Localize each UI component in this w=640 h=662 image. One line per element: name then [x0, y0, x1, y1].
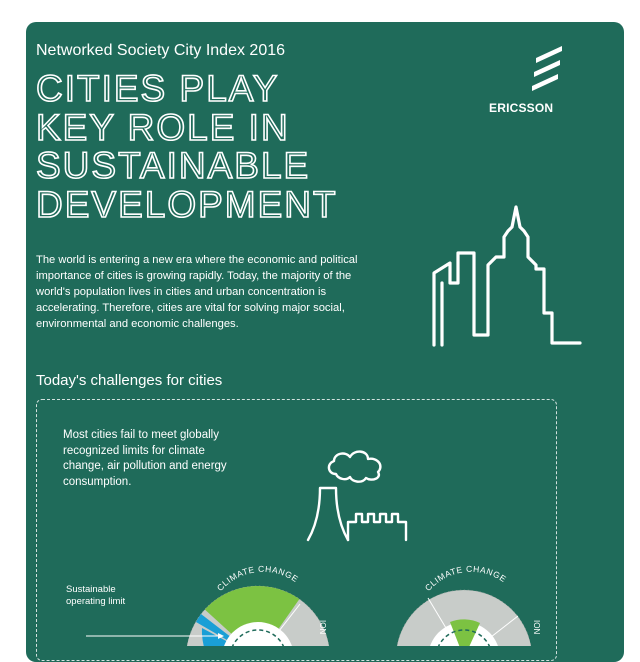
city-skyline-icon: [430, 205, 590, 350]
gauge-left-side-label: ION: [318, 620, 327, 635]
gauge-right: [388, 556, 548, 646]
gauge-right-top-label: [423, 564, 509, 593]
challenge-description: Most cities fail to meet globally recognized limits for climate change, air pollution and energy consumption.: [63, 429, 227, 488]
page-headline: [36, 70, 338, 224]
factory-pollution-icon: [306, 448, 422, 544]
section-title: Today's challenges for cities: [36, 372, 223, 389]
gauge-right-top-label-path: CLIMATE CHANGE: [422, 563, 509, 593]
gauge-left-top-label-path: CLIMATE CHANGE: [214, 563, 301, 593]
gauge-right-side-label: ION: [532, 620, 541, 635]
ericsson-logo-icon: [530, 44, 566, 94]
headline-line-4: DEVELOPMENT: [36, 183, 338, 225]
headline-line-3: SUSTAINABLE: [36, 145, 311, 186]
intro-paragraph: The world is entering a new era where the economic and political importance of cities is growing rapidly. Today, the majority of the world's population lives in cities and urban concentration is accelerating. Therefore, cities are vital for solving major social, environmental and economic challenges.: [36, 254, 358, 330]
page-subtitle: Networked Society City Index 2016: [36, 42, 286, 59]
headline-line-2: KEY ROLE IN: [36, 106, 290, 148]
operating-limit-text: Sustainable operating limit: [66, 584, 126, 607]
brand-wordmark: ERICSSON: [489, 101, 554, 115]
headline-line-1: CITIES PLAY: [36, 68, 280, 109]
operating-limit-arrow-icon: [84, 628, 224, 640]
operating-limit-label: [66, 584, 156, 608]
